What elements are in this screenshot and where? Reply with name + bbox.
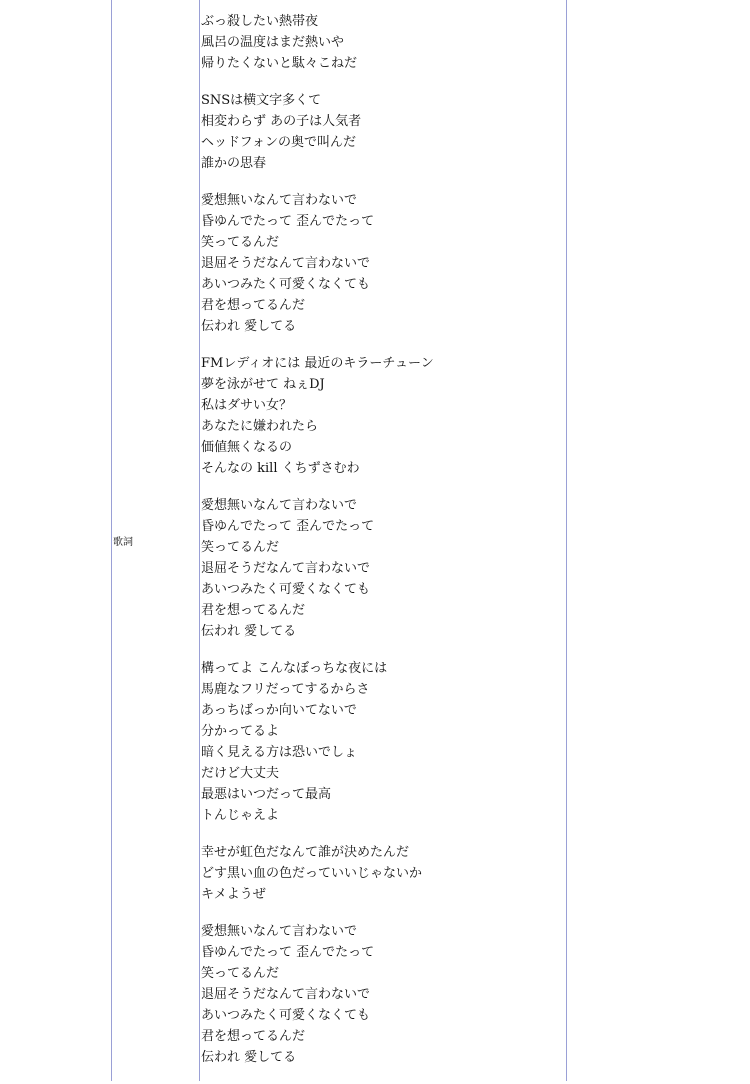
table-border-middle [199, 0, 200, 1081]
lyrics-line: 君を想ってるんだ [201, 1029, 306, 1044]
lyrics-line: あっちばっか向いてないで [201, 703, 357, 718]
lyrics-line: 価値無くなるの [201, 440, 293, 455]
lyrics-line: 笑ってるんだ [201, 235, 280, 250]
lyrics-line: ぶっ殺したい熱帯夜 [201, 14, 319, 29]
lyrics-line: 誰かの思春 [201, 156, 267, 171]
lyrics-line: 愛想無いなんて言わないで [201, 498, 358, 513]
lyrics-line: そんなの kill くちずさむわ [201, 461, 360, 476]
lyrics-line: 馬鹿なフリだってするからさ [201, 682, 370, 697]
lyrics-line: 風呂の温度はまだ熱いや [201, 35, 345, 50]
lyrics-line: 帰りたくないと駄々こねだ [201, 56, 358, 71]
lyrics-line: 伝われ 愛してる [201, 624, 297, 639]
lyrics-line: 伝われ 愛してる [201, 1050, 297, 1065]
lyrics-line: 笑ってるんだ [201, 966, 280, 981]
lyrics-line: 昏ゆんでたって 歪んでたって [201, 214, 375, 229]
lyrics-line: 私はダサい女？ [201, 398, 293, 413]
lyrics-line: 君を想ってるんだ [201, 298, 306, 313]
lyrics-stanza [201, 190, 563, 337]
lyrics-stanza [201, 90, 563, 174]
lyrics-line: FMレディオには 最近のキラーチューン [201, 356, 434, 371]
table-border-right [566, 0, 567, 1081]
lyrics-line: SNSは横文字多くて [201, 93, 322, 108]
lyrics-line: あなたに嫌われたら [201, 419, 319, 434]
lyrics-line: 退屈そうだなんて言わないで [201, 561, 371, 576]
lyrics-line: 愛想無いなんて言わないで [201, 924, 358, 939]
lyrics-stanza [201, 495, 563, 642]
lyrics-line: 幸せが虹色だなんて誰が決めたんだ [201, 845, 410, 860]
lyrics-line: 最悪はいつだって最高 [201, 787, 332, 802]
lyrics-line: キメようぜ [201, 887, 266, 902]
lyrics-line: あいつみたく可愛くなくても [201, 582, 371, 597]
lyrics-stanza [201, 353, 563, 479]
lyrics-stanza [201, 842, 563, 905]
label-cell [112, 0, 199, 1081]
lyrics-line: 伝われ 愛してる [201, 319, 297, 334]
lyrics-line: 暗く見える方は恐いでしょ [201, 745, 358, 760]
lyrics-line: どす黒い血の色だっていいじゃないか [201, 866, 423, 881]
lyrics-line: 笑ってるんだ [201, 540, 280, 555]
lyrics-line: あいつみたく可愛くなくても [201, 1008, 371, 1023]
lyrics-line: トんじゃえよ [201, 808, 280, 823]
lyrics-line: だけど大丈夫 [201, 766, 280, 781]
lyrics-line: 夢を泳がせて ねぇDJ [201, 377, 325, 392]
lyrics-line: あいつみたく可愛くなくても [201, 277, 371, 292]
lyrics-cell [201, 11, 563, 1084]
lyrics-label: 歌詞 [113, 537, 133, 548]
lyrics-line: 分かってるよ [201, 724, 280, 739]
lyrics-stanza [201, 11, 563, 74]
lyrics-stanza [201, 658, 563, 826]
lyrics-line: 君を想ってるんだ [201, 603, 306, 618]
lyrics-line: 退屈そうだなんて言わないで [201, 987, 371, 1002]
lyrics-line: 相変わらず あの子は人気者 [201, 114, 362, 129]
lyrics-line: ヘッドフォンの奥で叫んだ [201, 135, 356, 150]
lyrics-stanza [201, 921, 563, 1068]
lyrics-line: 退屈そうだなんて言わないで [201, 256, 371, 271]
lyrics-line: 愛想無いなんて言わないで [201, 193, 358, 208]
lyrics-line: 昏ゆんでたって 歪んでたって [201, 945, 375, 960]
lyrics-line: 昏ゆんでたって 歪んでたって [201, 519, 375, 534]
lyrics-line: 構ってよ こんなぼっちな夜には [201, 661, 388, 676]
